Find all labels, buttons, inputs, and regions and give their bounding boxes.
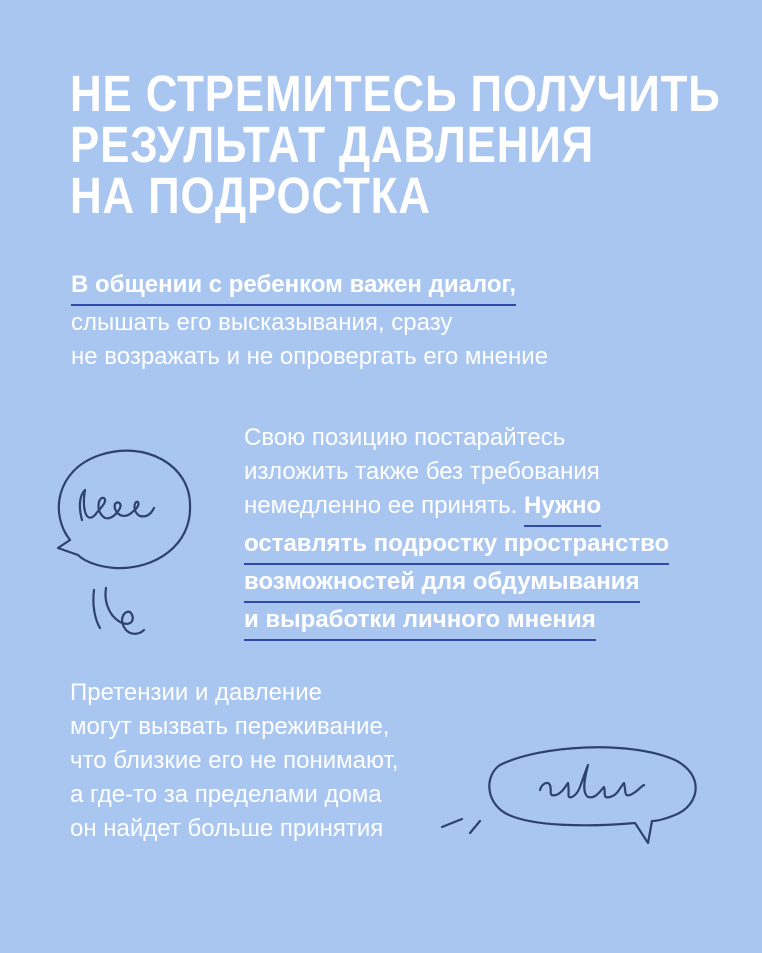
title-line-1: НЕ СТРЕМИТЕСЬ ПОЛУЧИТЬ [70,65,721,122]
pressure-line-4: а где-то за пределами дома [70,781,382,808]
dialog-line-3: не возражать и не опровергать его мнение [71,343,549,370]
position-paragraph [244,421,669,641]
dialog-highlight: В общении с ребенком важен диалог, [71,268,516,306]
position-highlight-line-4: оставлять подростку пространство [244,527,669,565]
speech-bubble-left-icon [40,430,210,650]
position-line-3: немедленно ее принять. [244,492,524,519]
position-line-1: Свою позицию постарайтесь [244,424,566,451]
dialog-line-2: слышать его высказывания, сразу [71,309,453,336]
pressure-line-1: Претензии и давление [70,679,322,706]
pressure-line-5: он найдет больше принятия [70,815,384,842]
dialog-paragraph [71,268,548,374]
position-highlight-line-6: и выработки личного мнения [244,603,596,641]
page-title [70,65,721,224]
position-line-2: изложить также без требования [244,458,600,485]
pressure-line-3: что близкие его не понимают, [70,747,399,774]
pressure-paragraph [70,676,398,846]
speech-bubble-right-icon [430,735,710,865]
title-line-2: РЕЗУЛЬТАТ ДАВЛЕНИЯ [70,116,595,173]
position-highlight-line-5: возможностей для обдумывания [244,565,640,603]
position-highlight-start: Нужно [524,489,601,527]
title-line-3: НА ПОДРОСТКА [70,167,431,224]
pressure-line-2: могут вызвать переживание, [70,713,390,740]
